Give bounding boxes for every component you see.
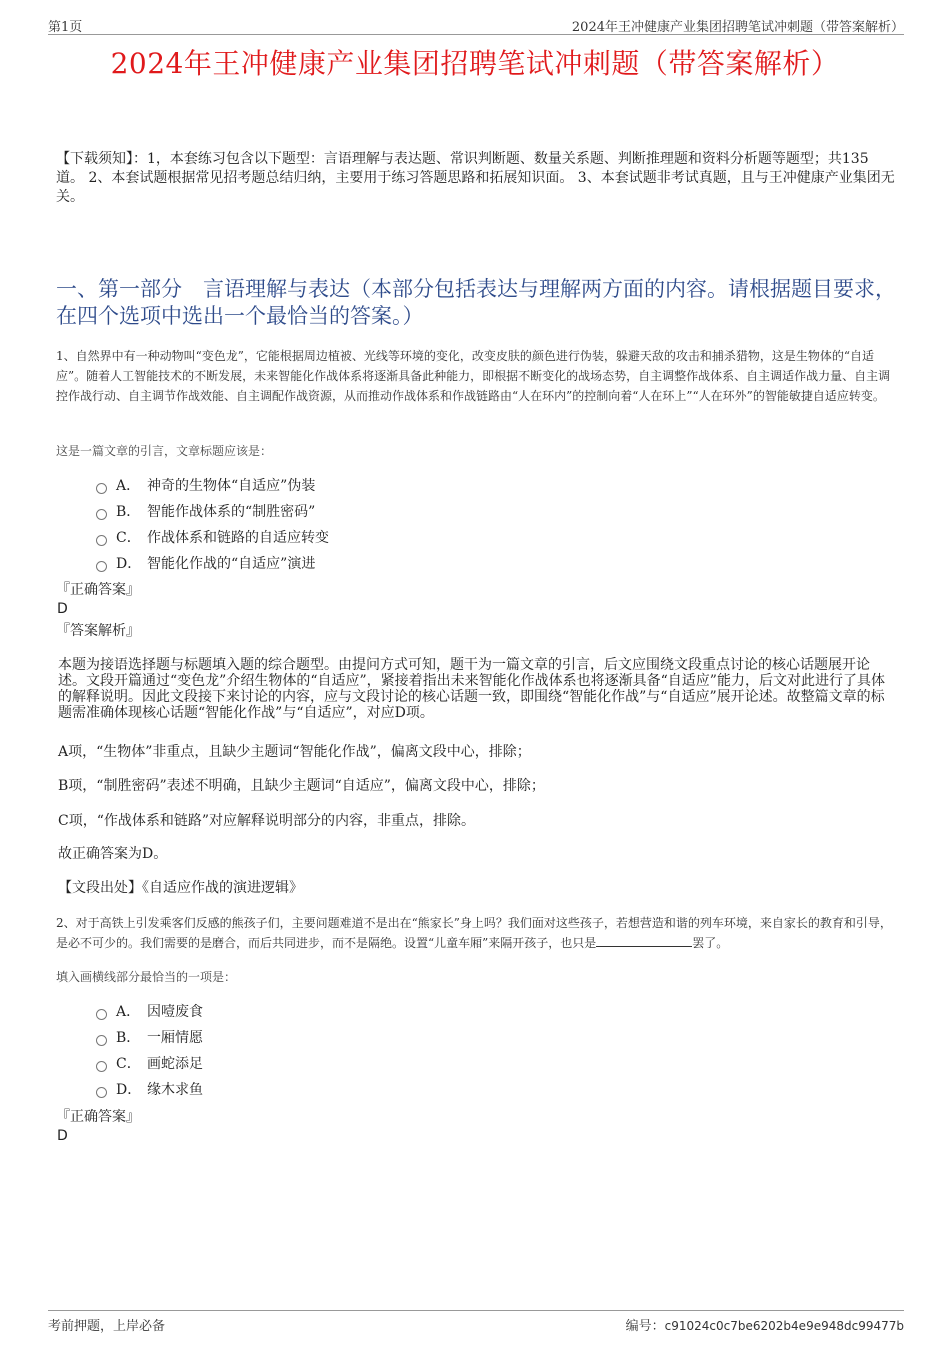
analysis-label: 『答案解析』 [56, 623, 140, 639]
radio-icon[interactable] [96, 535, 107, 546]
correct-answer: D [57, 601, 68, 617]
option-b[interactable]: B． 一厢情愿 [96, 1024, 203, 1050]
section-title: 一、第一部分 言语理解与表达（本部分包括表达与理解两方面的内容。请根据题目要求，在四个选项中选出一个最恰当的答案。） [56, 277, 896, 328]
page-footer [48, 1310, 904, 1334]
footer-doc-code: 编号：c91024c0c7be6202b4e9e948dc99477b [625, 1319, 904, 1334]
analysis-option-b: B项，“制胜密码”表述不明确，且缺少主题词“自适应”，偏离文段中心，排除； [58, 778, 545, 794]
page-number: 第1页 [48, 20, 83, 35]
option-b[interactable]: B． 智能作战体系的“制胜密码” [96, 498, 329, 524]
option-d[interactable]: D． 智能化作战的“自适应”演进 [96, 550, 329, 576]
document-title: 2024年王冲健康产业集团招聘笔试冲刺题（带答案解析） [110, 47, 840, 80]
analysis-option-c: C项，“作战体系和链路”对应解释说明部分的内容，非重点，排除。 [58, 813, 476, 829]
correct-answer-label: 『正确答案』 [56, 582, 140, 598]
radio-icon[interactable] [96, 483, 107, 494]
question-1-prompt: 这是一篇文章的引言，文章标题应该是： [56, 444, 273, 458]
radio-icon[interactable] [96, 1035, 107, 1046]
page-header [48, 14, 904, 35]
question-2-stem: 2、对于高铁上引发乘客们反感的熊孩子们，主要问题难道不是出在“熊家长”身上吗？我们面对这些孩子，若想营造和谐的列车环境，来自家长的教育和引导，是必不可少的。我们需要的是磨合，而后共同进步，而不是隔绝。设置“儿童车厢”来隔开孩子，也只是 罢了。 [56, 916, 892, 950]
option-c[interactable]: C． 作战体系和链路的自适应转变 [96, 524, 329, 550]
analysis-main: 本题为接语选择题与标题填入题的综合题型。由提问方式可知，题干为一篇文章的引言，后文应围绕文段重点讨论的核心话题展开论述。文段开篇通过“变色龙”介绍生物体的“自适应”，紧接着指出未来智能化作战体系也将逐渐具备“自适应”能力，后文对此进行了具体的解释说明。因此文段接下来讨论的内容，应与文段讨论的核心话题一致，即围绕“智能化作战”与“自适应”展开论述。故整篇文章的标题需准确体现核心话题“智能化作战”与“自适应”，对应D项。 [58, 657, 885, 721]
radio-icon[interactable] [96, 561, 107, 572]
radio-icon[interactable] [96, 1009, 107, 1020]
radio-icon[interactable] [96, 1061, 107, 1072]
question-1-options [96, 472, 329, 576]
analysis-conclusion: 故正确答案为D。 [58, 846, 168, 862]
download-notice: 【下载须知】：1，本套练习包含以下题型：言语理解与表达题、常识判断题、数量关系题、判断推理题和资料分析题等题型；共135道。 2、本套试题根据常见招考题总结归纳，主要用于练习答题思路和拓展知识面。 3、本套试题非考试真题，且与王冲健康产业集团无关。 [56, 151, 895, 205]
question-1-stem: 1、自然界中有一种动物叫“变色龙”，它能根据周边植被、光线等环境的变化，改变皮肤的颜色进行伪装，躲避天敌的攻击和捕杀猎物，这是生物体的“自适应”。随着人工智能技术的不断发展，未来智能化作战体系将逐渐具备此种能力，即根据不断变化的战场态势，自主调整作战体系、自主调适作战力量、自主调控作战行动、自主调节作战效能、自主调配作战资源，从而推动作战体系和作战链路由“人在环内”的控制向着“人在环上”“人在环外”的智能敏捷自适应转变。 [56, 349, 891, 403]
analysis-option-a: A项，“生物体”非重点，且缺少主题词“智能化作战”，偏离文段中心，排除； [58, 744, 531, 760]
correct-answer-label: 『正确答案』 [56, 1109, 140, 1125]
footer-slogan: 考前押题，上岸必备 [48, 1319, 166, 1334]
fill-blank [596, 934, 692, 947]
option-c[interactable]: C． 画蛇添足 [96, 1050, 203, 1076]
option-a[interactable]: A． 因噎废食 [96, 998, 203, 1024]
radio-icon[interactable] [96, 1087, 107, 1098]
question-2-prompt: 填入画横线部分最恰当的一项是： [56, 970, 237, 984]
correct-answer: D [57, 1128, 68, 1144]
radio-icon[interactable] [96, 509, 107, 520]
option-d[interactable]: D． 缘木求鱼 [96, 1076, 203, 1102]
header-doc-title: 2024年王冲健康产业集团招聘笔试冲刺题（带答案解析） [571, 20, 904, 35]
option-a[interactable]: A． 神奇的生物体“自适应”伪装 [96, 472, 329, 498]
source-note: 【文段出处】《自适应作战的演进逻辑》 [58, 880, 303, 896]
question-2-options [96, 998, 203, 1102]
